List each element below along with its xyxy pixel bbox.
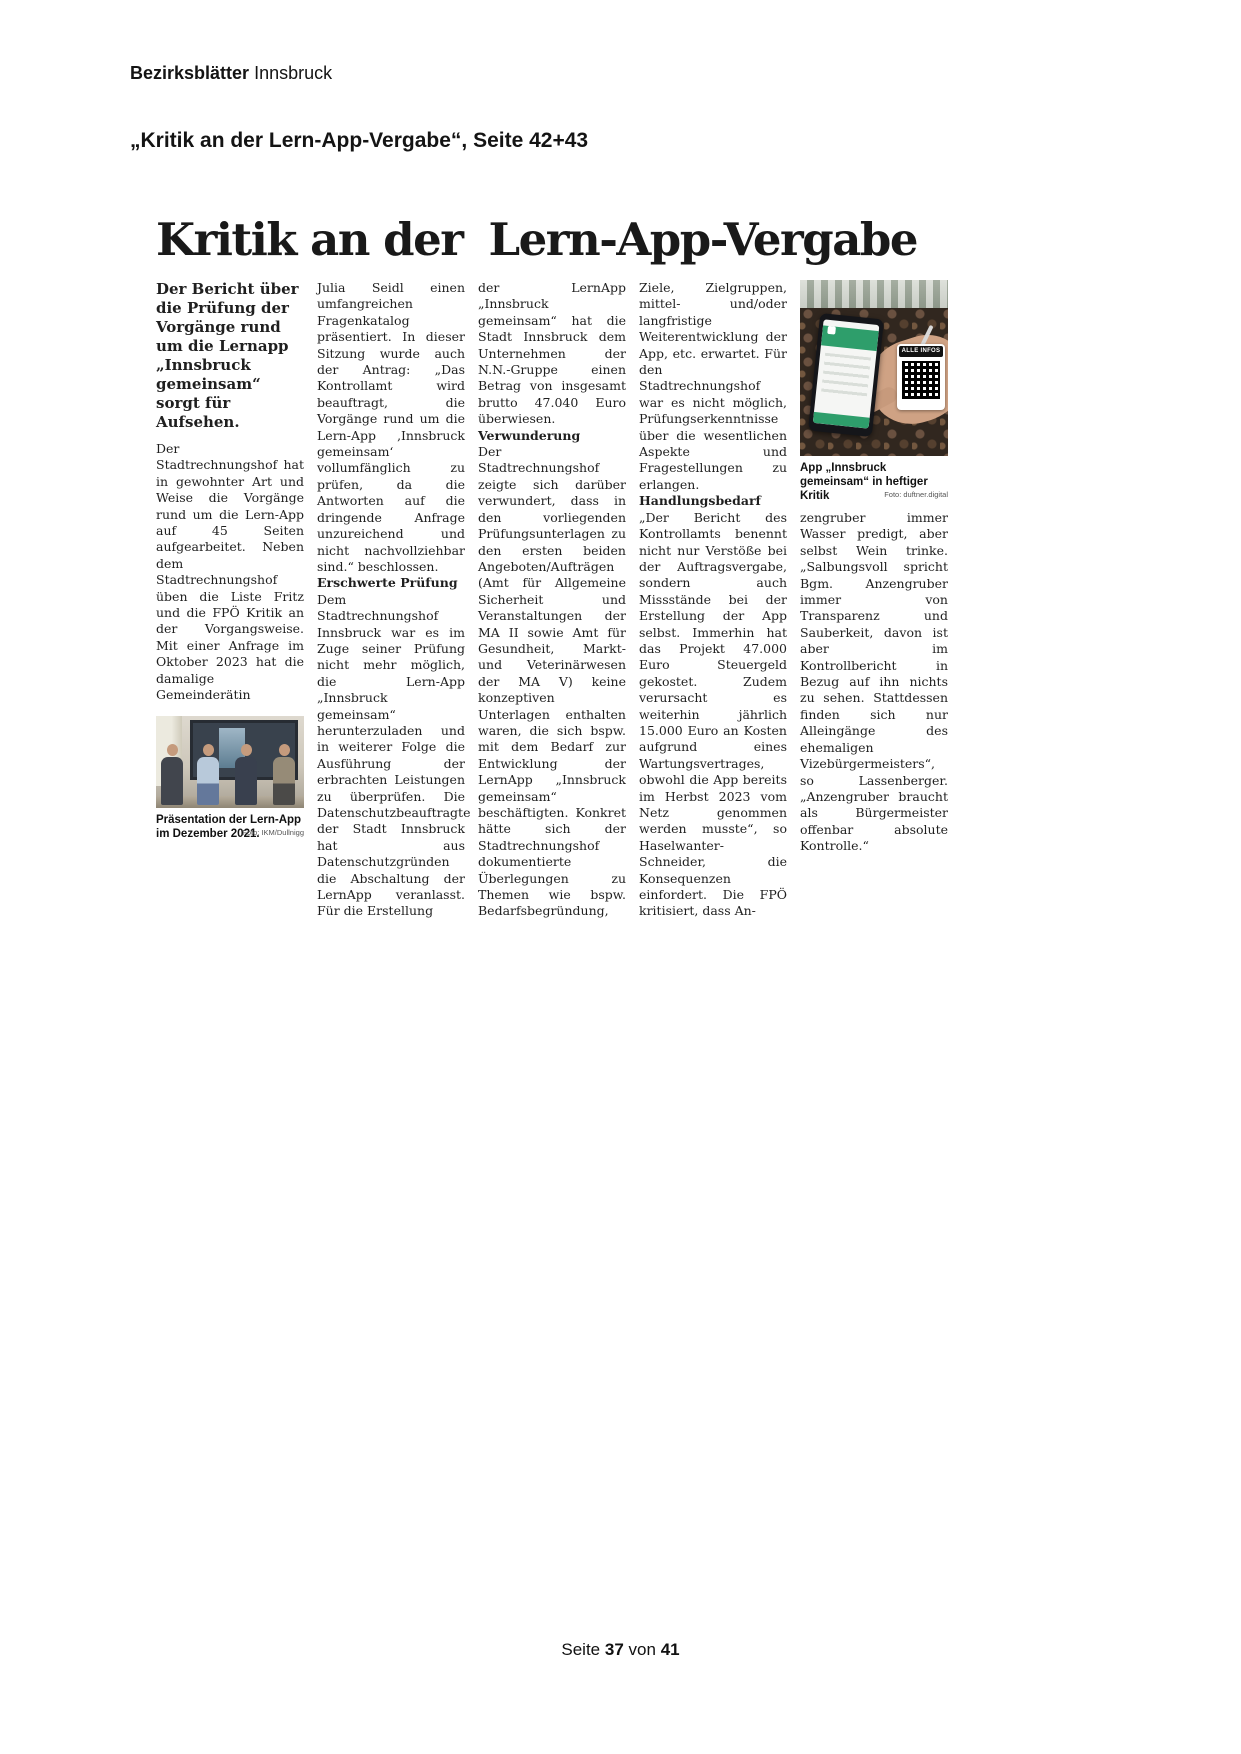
subheading: Handlungsbedarf (639, 493, 761, 509)
footer-current-page: 37 (604, 1640, 624, 1659)
phone-screen (813, 319, 880, 428)
app-nav-bar (813, 412, 870, 429)
subheading: Erschwerte Prüfung (317, 575, 458, 591)
article-columns (156, 280, 966, 920)
newspaper-clipping (156, 214, 966, 920)
app-icon (827, 326, 836, 335)
photo-caption-text: Präsentation der Lern-App im Dezember 2021. (156, 813, 302, 840)
publication-name: Bezirksblätter (130, 63, 250, 83)
column-1 (156, 280, 304, 920)
body-paragraph: Der Stadtrechnungshof zeigte sich darüber verwundert, dass in den vorliegenden Prüfungsunterlagen zu den ersten beiden Angeboten/Aufträgen (Amt für Allgemeine Sicherheit und Veranstaltungen der MA II sowie Amt für Gesundheit, Markt- und Veterinärwesen der MA V) keine konzeptiven Unterlagen enthalten waren, die sich bspw. mit dem Bedarf zur Entwicklung der LernApp „Innsbruck gemeinsam“ beschäftigten. Konkret hätte sich der Stadtrechnungshof dokumentierte Überlegungen zu Themen wie bspw. Bedarfsbegründung, (478, 444, 626, 919)
presentation-photo (156, 716, 304, 808)
photo-credit: Foto: duftner.digital (884, 490, 948, 499)
photo-caption (800, 461, 948, 503)
qr-code (902, 361, 940, 399)
headline-right: Lern-App-Vergabe (488, 213, 917, 266)
footer-label: Seite (561, 1640, 601, 1659)
article-title: „Kritik an der Lern-App-Vergabe“, Seite 42+43 (130, 129, 589, 152)
lead-paragraph: Der Bericht über die Prüfung der Vorgänge rund um die Lernapp „Innsbruck gemeinsam“ sorgt für Aufsehen. (156, 280, 299, 431)
footer-of: von (628, 1640, 656, 1659)
column-5 (800, 280, 948, 920)
app-text-lines (821, 353, 871, 400)
person-silhouette (272, 744, 296, 806)
headline-left: Kritik an der (156, 213, 463, 266)
photo-credit: Foto: IKM/Dullnigg (242, 827, 304, 837)
publication-header (130, 63, 332, 84)
body-paragraph: der LernApp „Innsbruck gemeinsam“ hat die Stadt Innsbruck dem Unternehmen der N.N.-Gruppe einen Betrag von insgesamt brutto 47.040 Euro überwiesen. (478, 280, 626, 427)
qr-panel (897, 344, 945, 410)
qr-label: ALLE INFOS (899, 346, 943, 357)
body-paragraph: Der Stadtrechnungshof hat in gewohnter Art und Weise die Vorgänge rund um die Lern-App auf 45 Seiten aufgearbeitet. Neben dem Stadtrechnungshof üben die Liste Fritz und die FPÖ Kritik an der Vorgangsweise. Mit einer Anfrage im Oktober 2023 hat die damalige Gemeinderätin (156, 441, 304, 703)
body-paragraph: Julia Seidl einen umfangreichen Fragenkatalog präsentiert. In dieser Sitzung wurde auch der Antrag: „Das Kontrollamt wird beauftragt, die Vorgänge rund um die Lern-App ‚Innsbruck gemeinsam‘ vollumfänglich zu prüfen, da die Antworten auf die dringende Anfrage unzureichend und nicht nachvollziehbar sind.“ beschlossen. (317, 280, 465, 574)
photo-caption (156, 813, 304, 841)
headline (156, 214, 966, 266)
footer-total-pages: 41 (660, 1640, 680, 1659)
publication-location: Innsbruck (249, 63, 333, 83)
body-paragraph: Ziele, Zielgruppen, mittel- und/oder langfristige Weiterentwicklung der App, etc. erwartet. Für den Stadtrechnungshof war es nicht möglich, Prüfungserkenntnisse über die wesentlichen Aspekte und Fragestellungen zu erlangen. (639, 280, 787, 492)
body-paragraph: zengruber immer Wasser predigt, aber selbst Wein trinke. „Salbungsvoll spricht Bgm. Anzengruber immer von Transparenz und Sauberkeit, davon ist aber im Kontrollbericht in Bezug auf ihn nichts zu sehen. Stattdessen finden sich nur Alleingänge des ehemaligen Vizebürgermeisters“, so Lassenberger. „Anzengruber braucht als Bürgermeister offenbar absolute Kontrolle.“ (800, 510, 948, 854)
smartphone (808, 313, 884, 437)
photo-caption-text: App „Innsbruck gemeinsam“ in heftiger Kritik (800, 462, 928, 502)
column-2 (317, 280, 471, 920)
body-paragraph: Dem Stadtrechnungshof Innsbruck war es im Zuge seiner Prüfung nicht mehr möglich, die Lern-App „Innsbruck gemeinsam“ herunterzuladen und in weiterer Folge die Ausführung der erbrachten Leistungen zu überprüfen. Die Datenschutzbeauftragte der Stadt Innsbruck hat aus Datenschutzgründen die Abschaltung der LernApp veranlasst. Für die Erstellung (317, 591, 471, 919)
person-silhouette (160, 744, 184, 806)
person-silhouette (234, 744, 258, 806)
person-silhouette (196, 744, 220, 806)
app-photo (800, 280, 948, 456)
city-skyline (800, 280, 948, 310)
app-header-bar (821, 325, 879, 351)
subheading: Verwunderung (478, 427, 581, 443)
body-paragraph: „Der Bericht des Kontrollamts benennt nicht nur Verstöße bei der Auftragsvergabe, sondern auch Missstände bei der Erstellung der App selbst. Immerhin hat das Projekt 47.000 Euro Steuergeld gekostet. Zudem verursacht es weiterhin jährlich 15.000 Euro an Kosten aufgrund eines Wartungsvertrages, obwohl die App bereits im Herbst 2023 vom Netz genommen werden musste“, so Haselwanter-Schneider, die Konsequenzen einfordert. Die FPÖ kritisiert, dass An- (639, 509, 787, 919)
column-4 (639, 280, 787, 920)
column-3 (478, 280, 626, 920)
page-footer (0, 1640, 1241, 1660)
